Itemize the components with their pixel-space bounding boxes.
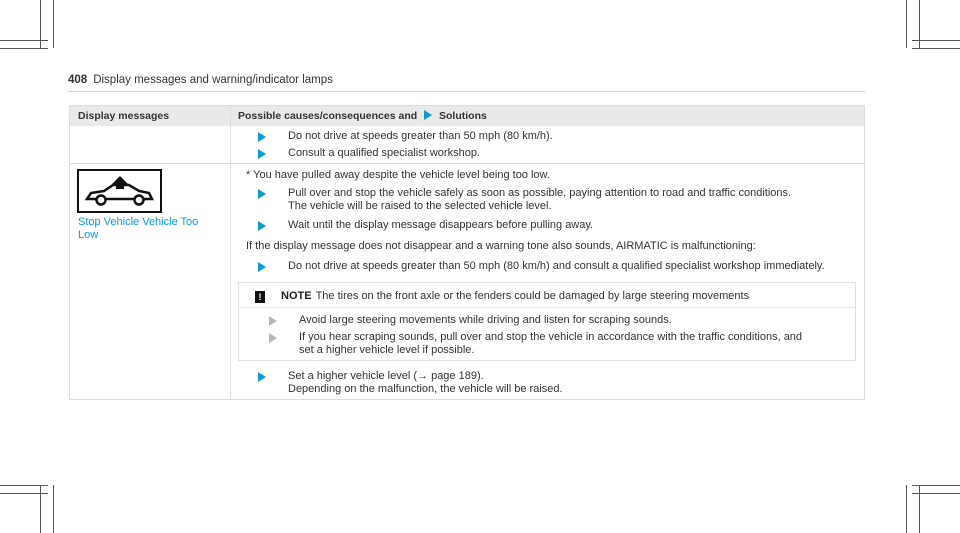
solution-item: Pull over and stop the vehicle safely as soon as possible, paying attention to road and traffic conditions. The vehicle will be raised to the selected vehicle level.	[258, 187, 858, 213]
solution-item: Consult a qualified specialist workshop.	[258, 147, 480, 160]
row-divider	[70, 163, 864, 164]
solution-item: Wait until the display message disappears before pulling away.	[258, 219, 593, 232]
note-divider	[239, 307, 855, 308]
solution-arrow-icon	[258, 221, 266, 231]
solution-item: Do not drive at speeds greater than 50 mph (80 km/h).	[258, 130, 553, 143]
warning-icon: !	[255, 291, 265, 303]
note-arrow-icon	[269, 333, 277, 343]
note-heading	[281, 290, 749, 302]
solution-item: Set a higher vehicle level (→ page 189). Depending on the malfunction, the vehicle will be raised.	[258, 370, 563, 396]
note-arrow-icon	[269, 316, 277, 326]
note-box	[238, 282, 856, 361]
solutions-arrow-icon	[424, 110, 432, 120]
crop-mark	[912, 48, 960, 49]
crop-mark	[906, 0, 907, 48]
crop-mark	[906, 485, 907, 533]
display-message-label: Stop Vehicle Vehicle Too Low	[78, 216, 199, 241]
crop-mark	[912, 40, 960, 41]
col-header-solutions-text: Solutions	[439, 110, 487, 122]
crop-mark	[53, 0, 54, 48]
note-label: NOTE	[281, 290, 312, 302]
solution-arrow-icon	[258, 132, 266, 142]
header-rule	[68, 91, 865, 92]
vehicle-raise-icon	[77, 169, 162, 213]
column-divider	[230, 106, 231, 399]
col-header-display-messages: Display messages	[70, 106, 230, 126]
page-title: Display messages and warning/indicator lamps	[93, 74, 333, 86]
crop-mark	[912, 485, 960, 486]
solution-arrow-icon	[258, 189, 266, 199]
note-text: The tires on the front axle or the fenders could be damaged by large steering movements	[315, 290, 750, 302]
col-header-causes-solutions	[230, 106, 864, 126]
solution-arrow-icon	[258, 262, 266, 272]
solution-arrow-icon	[258, 149, 266, 159]
note-item: Avoid large steering movements while driving and listen for scraping sounds.	[269, 314, 672, 327]
crop-mark	[53, 485, 54, 533]
note-item: If you hear scraping sounds, pull over and stop the vehicle in accordance with the traffic conditions, and set a higher vehicle level if possible.	[269, 331, 802, 357]
malfunction-text: If the display message does not disappear and a warning tone also sounds, AIRMATIC is malfunctioning:	[246, 240, 756, 252]
page-number: 408	[68, 74, 88, 86]
solution-item: Do not drive at speeds greater than 50 mph (80 km/h) and consult a qualified specialist workshop immediately.	[258, 260, 858, 273]
crop-mark	[0, 40, 48, 41]
col-header-causes-text: Possible causes/consequences and	[238, 110, 418, 122]
page-header	[68, 74, 333, 86]
solution-arrow-icon	[258, 372, 266, 382]
crop-mark	[0, 485, 48, 486]
crop-mark	[0, 493, 48, 494]
crop-mark	[912, 493, 960, 494]
cause-text: * You have pulled away despite the vehicle level being too low.	[246, 169, 550, 181]
crop-mark	[0, 48, 48, 49]
